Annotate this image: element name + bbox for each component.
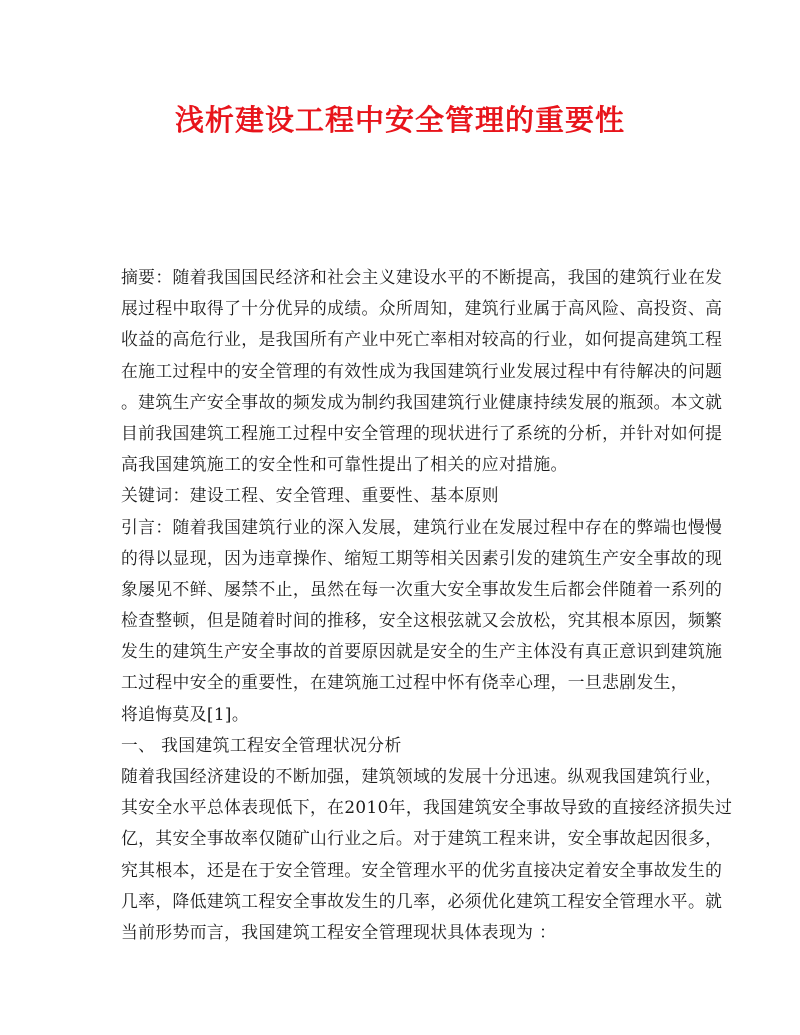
abstract-line: 摘要：随着我国国民经济和社会主义建设水平的不断提高，我国的建筑行业在发: [121, 267, 723, 287]
abstract-line: 在施工过程中的安全管理的有效性成为我国建筑行业发展过程中有待解决的问题: [121, 360, 723, 381]
abstract-line: 展过程中取得了十分优异的成绩。众所周知，建筑行业属于高风险、高投资、高: [121, 298, 723, 319]
abstract-line: 收益的高危行业，是我国所有产业中死亡率相对较高的行业，如何提高建筑工程: [121, 329, 723, 350]
paragraph-line: 其安全水平总体表现低下，在2010年，我国建筑安全事故导致的直接经济损失过: [121, 797, 733, 818]
abstract-line: 目前我国建筑工程施工过程中安全管理的现状进行了系统的分析，并针对如何提: [121, 422, 723, 443]
abstract-line: 。建筑生产安全事故的频发成为制约我国建筑行业健康持续发展的瓶颈。本文就: [121, 391, 723, 412]
introduction-line: 工过程中安全的重要性，在建筑施工过程中怀有侥幸心理，一旦悲剧发生，: [121, 672, 688, 693]
document-title: 浅析建设工程中安全管理的重要性: [174, 103, 625, 137]
paragraph-line: 亿，其安全事故率仅随矿山行业之后。对于建筑工程来讲，安全事故起因很多，: [121, 828, 723, 849]
paragraph-line: 究其根本，还是在于安全管理。安全管理水平的优劣直接决定着安全事故发生的: [121, 859, 723, 880]
keywords-line: 关键词：建设工程、安全管理、重要性、基本原则: [121, 485, 499, 506]
paragraph-line: 几率，降低建筑工程安全事故发生的几率，必须优化建筑工程安全管理水平。就: [121, 890, 723, 911]
paragraph-line: 当前形势而言，我国建筑工程安全管理现状具体表现为 ：: [121, 921, 557, 942]
introduction-line: 检查整顿，但是随着时间的推移，安全这根弦就又会放松，究其根本原因，频繁: [121, 610, 723, 631]
introduction-line: 引言：随着我国建筑行业的深入发展，建筑行业在发展过程中存在的弊端也慢慢: [121, 516, 723, 537]
abstract-line: 高我国建筑施工的安全性和可靠性提出了相关的应对措施。: [121, 454, 568, 475]
introduction-line: 象屡见不鲜、屡禁不止，虽然在每一次重大安全事故发生后都会伴随着一系列的: [121, 578, 723, 599]
introduction-line: 的得以显现，因为违章操作、缩短工期等相关因素引发的建筑生产安全事故的现: [121, 547, 723, 568]
introduction-line: 将追悔莫及[1]。: [121, 703, 250, 724]
paragraph-line: 随着我国经济建设的不断加强，建筑领域的发展十分迅速。纵观我国建筑行业，: [121, 766, 723, 786]
document-body: [121, 262, 733, 948]
section-heading: 一、 我国建筑工程安全管理状况分析: [121, 734, 402, 755]
introduction-line: 发生的建筑生产安全事故的首要原因就是安全的生产主体没有真正意识到建筑施: [121, 641, 723, 662]
